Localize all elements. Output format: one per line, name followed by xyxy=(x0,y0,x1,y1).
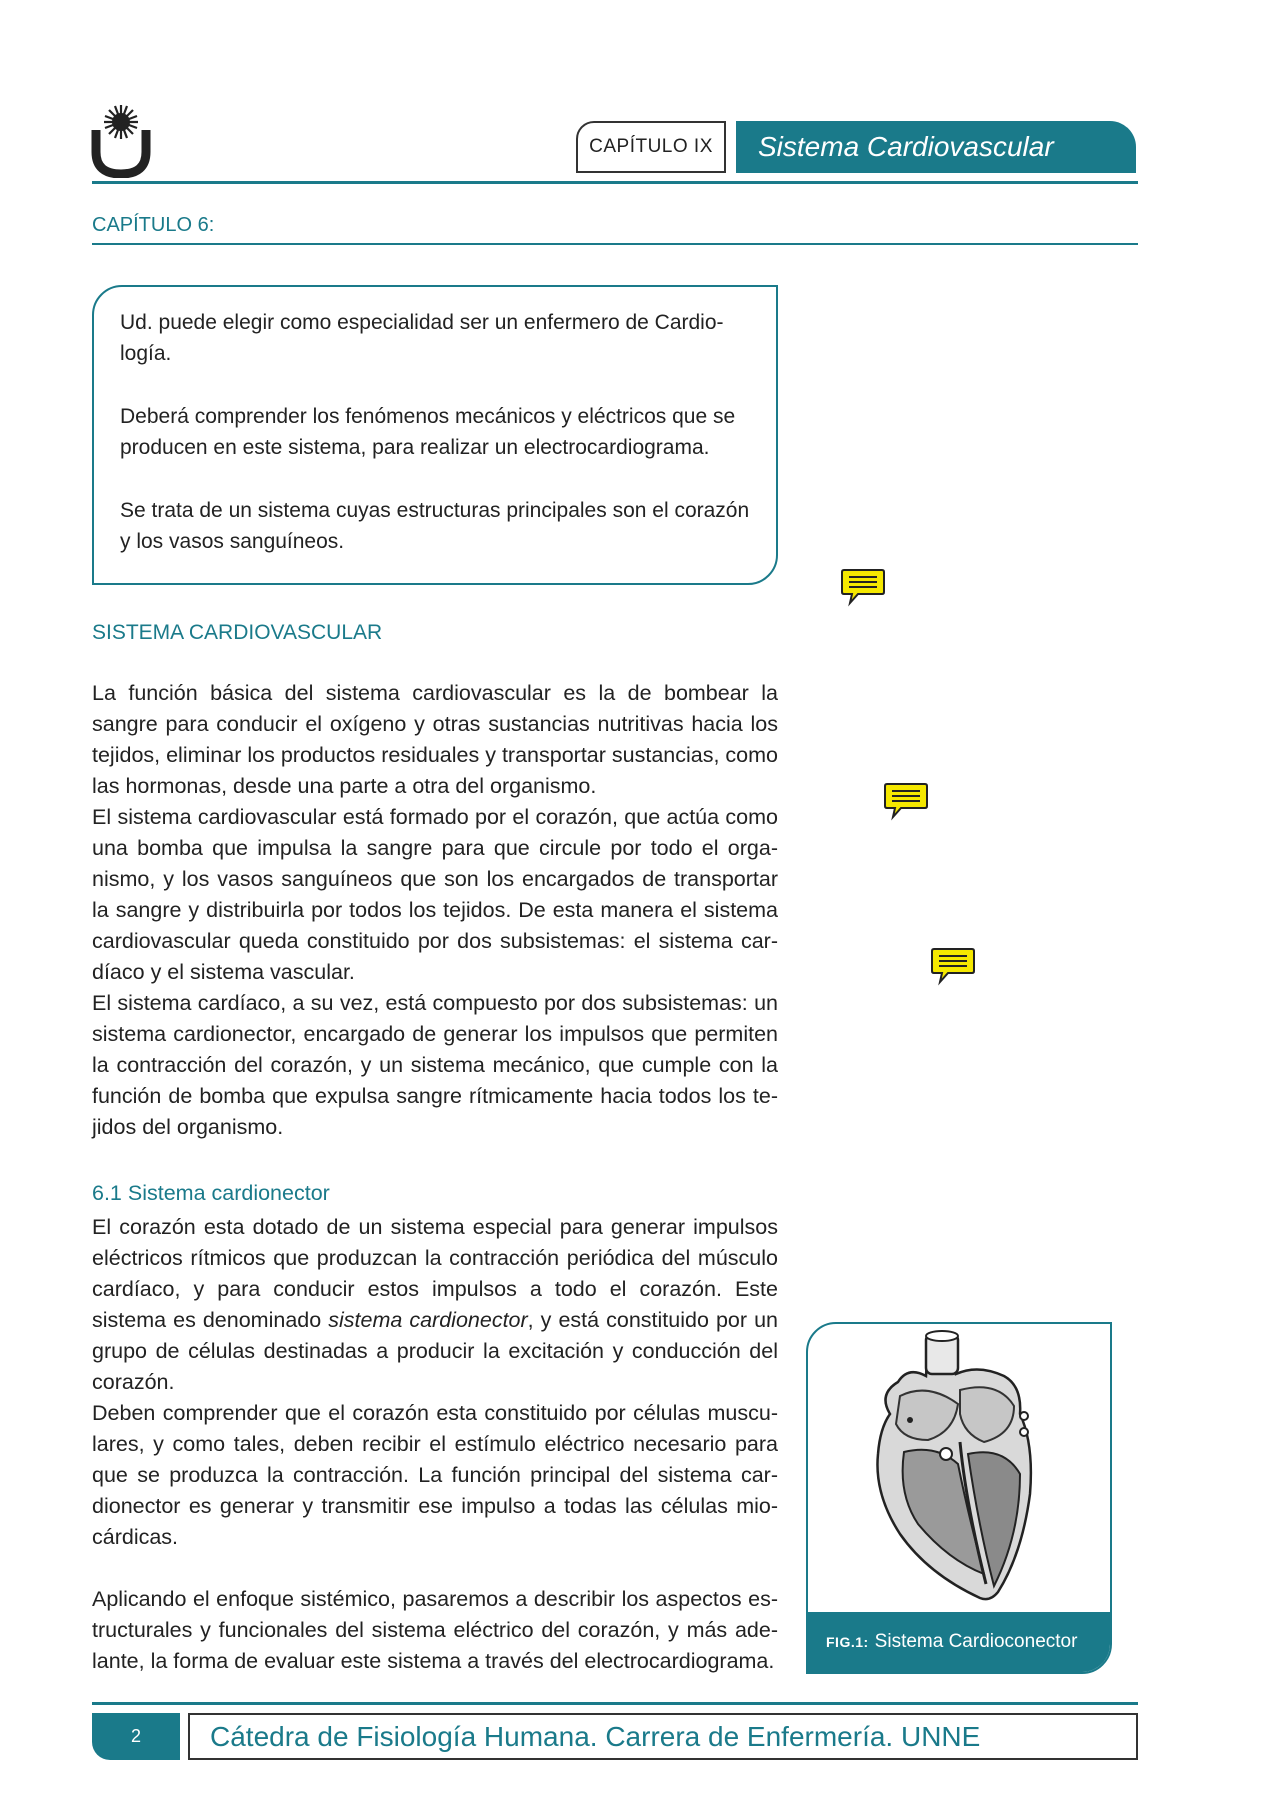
text-span: El corazón esta dotado de un sistema especial para generar impulsos eléctricos rítmicos que produzcan la contracción periódica del músculo cardíaco, y para conducir estos impulsos a todo el corazón. Este sistema es denominado xyxy=(92,1215,778,1332)
chapter-label: CAPÍTULO IX xyxy=(576,121,726,173)
figure-caption-text: Sistema Cardioconector xyxy=(874,1631,1078,1652)
comment-icon[interactable] xyxy=(840,567,886,607)
intro-paragraph: Deberá comprender los fenómenos mecánicos y eléctricos que se producen en este sistema, para realizar un electrocardiograma. xyxy=(120,405,736,459)
chapter-title: Sistema Cardiovascular xyxy=(736,121,1136,173)
section-heading: SISTEMA CARDIOVASCULAR xyxy=(92,621,383,644)
intro-paragraph: Se trata de un sistema cuyas estructuras principales son el corazón y los vasos sanguíneos. xyxy=(120,499,750,553)
text-span: , y está constituido por un grupo de células destinadas a producir la excitación y conducción del corazón. xyxy=(92,1308,778,1394)
body-paragraph: La función básica del sistema cardiovascular es la de bombear la sangre para conducir el oxígeno y otras sustancias nutritivas hacia los tejidos, eliminar los productos residuales y transportar sustancias, como las hormonas, desde una parte a otra del organismo. xyxy=(92,681,778,798)
page-number: 2 xyxy=(92,1713,180,1760)
body-paragraph: El sistema cardíaco, a su vez, está compuesto por dos subsistemas: un sistema cardionector, encargado de generar los impulsos que permiten la contracción del corazón, y un sistema mecánico, que cumple con la función de bomba que expulsa sangre rítmicamente hacia todos los te- jidos del organismo. xyxy=(92,991,778,1139)
intro-box xyxy=(92,285,778,585)
heart-illustration xyxy=(808,1324,1110,1612)
figure-caption-tag: FIG.1: xyxy=(826,1634,869,1650)
footer-rule xyxy=(92,1702,1138,1705)
subsection-paragraph: Aplicando el enfoque sistémico, pasaremos a describir los aspectos es- tructurales y funcionales del sistema eléctrico del corazón, y más ade- lante, la forma de evaluar este sistema a través del electrocardiograma. xyxy=(92,1587,778,1673)
subsection-heading: 6.1 Sistema cardionector xyxy=(92,1181,330,1205)
emphasis-text: sistema cardionector xyxy=(328,1308,528,1332)
intro-paragraph: Ud. puede elegir como especialidad ser un enfermero de Cardio- logía. xyxy=(120,311,724,365)
header-rule xyxy=(92,181,1138,184)
subsection-paragraph xyxy=(92,1212,778,1398)
subsection-text xyxy=(92,1212,778,1677)
footer-title: Cátedra de Fisiología Humana. Carrera de Enfermería. UNNE xyxy=(188,1713,1138,1760)
subsection-paragraph: Deben comprender que el corazón esta constituido por células muscu- lares, y como tales, deben recibir el estímulo eléctrico necesario para que se produzca la contracción. La función principal del sistema car- dionector es generar y transmitir ese impulso a todas las células mio- cárdicas. xyxy=(92,1401,778,1549)
body-paragraph: El sistema cardiovascular está formado por el corazón, que actúa como una bomba que impulsa la sangre para que circule por todo el orga- nismo, y los vasos sanguíneos que son los encargados de transportar la sangre y distribuirla por todos los tejidos. De esta manera el sistema cardiovascular queda constituido por dos subsistemas: el sistema car- díaco y el sistema vascular. xyxy=(92,805,778,984)
section-label: CAPÍTULO 6: xyxy=(92,214,215,236)
comment-icon[interactable] xyxy=(883,781,929,821)
body-text xyxy=(92,678,778,1143)
figure-box xyxy=(806,1322,1112,1674)
section-rule xyxy=(92,243,1138,245)
university-logo xyxy=(90,100,152,178)
figure-caption xyxy=(808,1612,1110,1672)
comment-icon[interactable] xyxy=(930,946,976,986)
